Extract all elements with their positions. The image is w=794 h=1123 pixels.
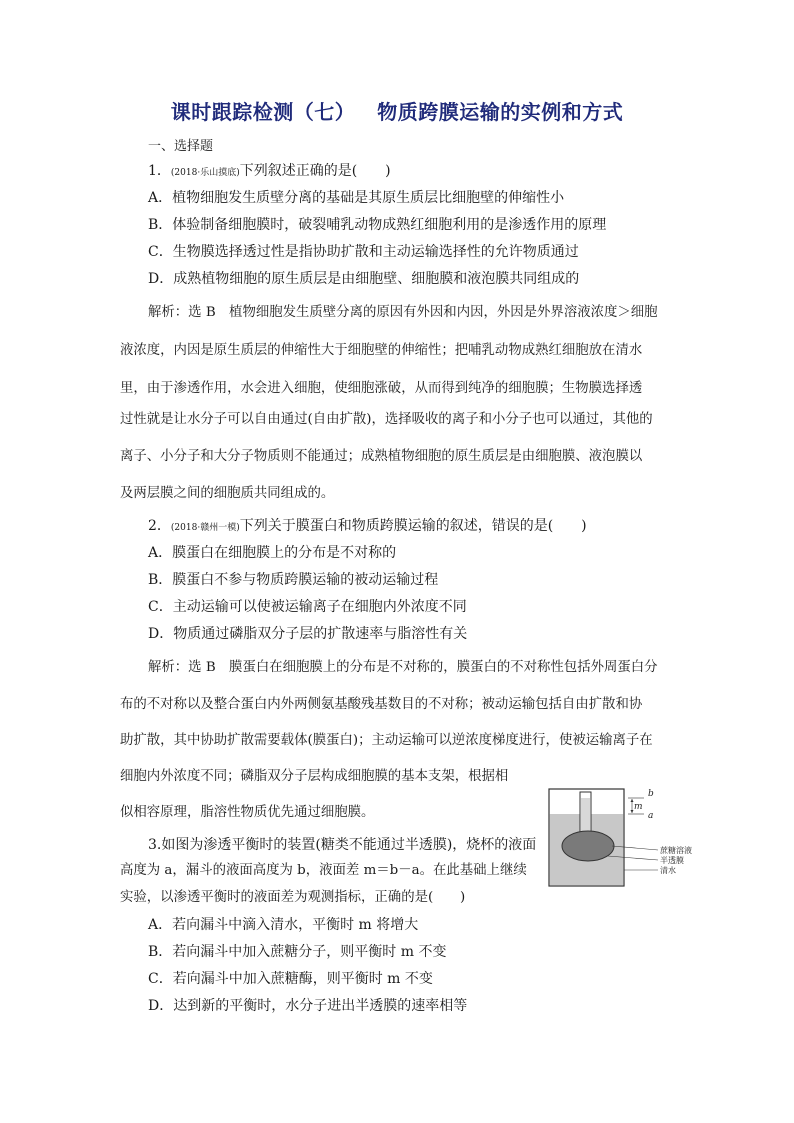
funnel-bulb-sucrose <box>562 831 614 861</box>
q1-option-a: A．植物细胞发生质壁分离的基础是其原生质层比细胞壁的伸缩性小 <box>148 190 565 206</box>
page-title <box>0 96 794 125</box>
q2-analysis-line: 细胞内外浓度不同；磷脂双分子层构成细胞膜的基本支架，根据相 <box>120 769 509 784</box>
label-m: m <box>634 802 643 812</box>
q2-analysis-line: 助扩散，其中协助扩散需要载体(膜蛋白)；主动运输可以逆浓度梯度进行，使被运输离子在 <box>120 733 653 748</box>
title-right: 物质跨膜运输的实例和方式 <box>377 100 624 124</box>
q2-analysis-line: 解析：选 B 膜蛋白在细胞膜上的分布是不对称的，膜蛋白的不对称性包括外周蛋白分 <box>148 660 658 675</box>
q1-analysis-line: 及两层膜之间的细胞质共同组成的。 <box>120 486 335 501</box>
q1-option-d: D．成熟植物细胞的原生质层是由细胞壁、细胞膜和液泡膜共同组成的 <box>148 271 580 287</box>
label-b: b <box>648 789 654 799</box>
label-a: a <box>648 811 654 821</box>
q2-stem: 2．(2018·赣州一模)下列关于膜蛋白和物质跨膜运输的叙述，错误的是( ) <box>148 518 587 534</box>
q1-source: (2018·乐山摸底) <box>170 168 240 178</box>
q3-option-a: A．若向漏斗中滴入清水，平衡时 m 将增大 <box>148 917 419 933</box>
label-sucrose-solution: 蔗糖溶液 <box>660 846 692 855</box>
q2-analysis-line: 似相容原理，脂溶性物质优先通过细胞膜。 <box>120 805 375 820</box>
q1-analysis-line: 里，由于渗透作用，水会进入细胞，使细胞涨破，从而得到纯净的细胞膜；生物膜选择透 <box>120 381 643 396</box>
q3-stem-line: 高度为 a，漏斗的液面高度为 b，液面差 m＝b－a。在此基础上继续 <box>120 863 527 878</box>
section-heading: 一、选择题 <box>148 139 214 154</box>
funnel-solution-column <box>581 798 590 836</box>
label-water: 清水 <box>660 866 676 875</box>
q1-analysis-line: 离子、小分子和大分子物质则不能通过；成熟植物细胞的原生质层是由细胞膜、液泡膜以 <box>120 449 643 464</box>
osmosis-apparatus-diagram <box>548 788 708 888</box>
q1-option-b: B．体验制备细胞膜时，破裂哺乳动物成熟红细胞利用的是渗透作用的原理 <box>148 217 607 233</box>
q2-analysis-line: 布的不对称以及整合蛋白内外两侧氨基酸残基数目的不对称；被动运输包括自由扩散和协 <box>120 697 643 712</box>
q2-option-c: C．主动运输可以使被运输离子在细胞内外浓度不同 <box>148 599 467 615</box>
q3-stem-line: 实验，以渗透平衡时的液面差为观测指标，正确的是( ) <box>120 890 466 905</box>
q1-analysis-line: 解析：选 B 植物细胞发生质壁分离的原因有外因和内因，外因是外界溶液浓度＞细胞 <box>148 305 658 320</box>
q1-analysis-line: 过性就是让水分子可以自由通过(自由扩散)，选择吸收的离子和小分子也可以通过，其他的 <box>120 412 653 427</box>
q3-option-b: B．若向漏斗中加入蔗糖分子，则平衡时 m 不变 <box>148 944 447 960</box>
q2-source: (2018·赣州一模) <box>170 523 240 533</box>
q3-stem-line: 3.如图为渗透平衡时的装置(糖类不能通过半透膜)，烧杯的液面 <box>148 837 537 853</box>
q3-option-c: C．若向漏斗中加入蔗糖酶，则平衡时 m 不变 <box>148 971 433 987</box>
q3-option-d: D．达到新的平衡时，水分子进出半透膜的速率相等 <box>148 998 468 1014</box>
q1-analysis-line: 液浓度，内因是原生质层的伸缩性大于细胞壁的伸缩性；把哺乳动物成熟红细胞放在清水 <box>120 343 643 358</box>
label-semipermeable-membrane: 半透膜 <box>660 856 684 865</box>
q2-option-a: A．膜蛋白在细胞膜上的分布是不对称的 <box>148 545 397 561</box>
q1-option-c: C．生物膜选择透过性是指协助扩散和主动运输选择性的允许物质通过 <box>148 244 579 260</box>
q1-stem: 1．(2018·乐山摸底)下列叙述正确的是( ) <box>148 163 391 179</box>
q2-option-b: B．膜蛋白不参与物质跨膜运输的被动运输过程 <box>148 572 439 588</box>
title-left: 课时跟踪检测（七） <box>170 100 356 124</box>
q2-option-d: D．物质通过磷脂双分子层的扩散速率与脂溶性有关 <box>148 626 468 642</box>
